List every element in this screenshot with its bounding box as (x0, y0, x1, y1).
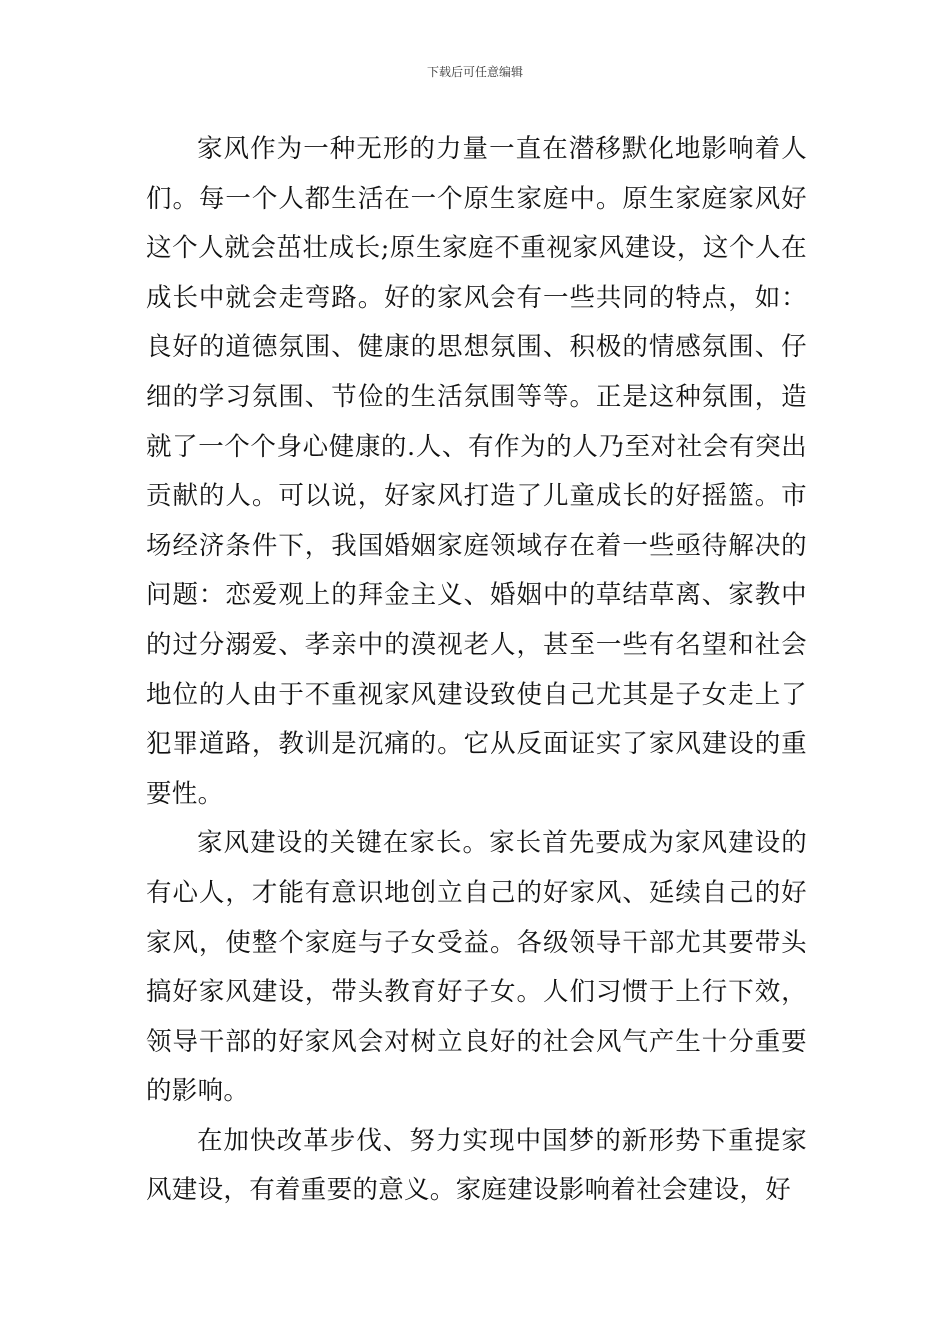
paragraph-3: 在加快改革步伐、努力实现中国梦的新形势下重提家风建设，有着重要的意义。家庭建设影响着社会建设，好 (146, 1125, 807, 1206)
paragraph-1: 家风作为一种无形的力量一直在潜移默化地影响着人们。每一个人都生活在一个原生家庭中。原生家庭家风好这个人就会茁壮成长;原生家庭不重视家风建设，这个人在成长中就会走弯路。好的家风会有一些共同的特点，如：良好的道德氛围、健康的思想氛围、积极的情感氛围、仔细的学习氛围、节俭的生活氛围等等。正是这种氛围，造就了一个个身心健康的.人、有作为的人乃至对社会有突出贡献的人。可以说，好家风打造了儿童成长的好摇篮。市场经济条件下，我国婚姻家庭领域存在着一些亟待解决的问题：恋爱观上的拜金主义、婚姻中的草结草离、家教中的过分溺爱、孝亲中的漠视老人，甚至一些有名望和社会地位的人由于不重视家风建设致使自己尤其是子女走上了犯罪道路，教训是沉痛的。它从反面证实了家风建设的重要性。 (146, 134, 807, 809)
paragraph-2: 家风建设的关键在家长。家长首先要成为家风建设的有心人，才能有意识地创立自己的好家风、延续自己的好家风，使整个家庭与子女受益。各级领导干部尤其要带头搞好家风建设，带头教育好子女。人们习惯于上行下效，领导干部的好家风会对树立良好的社会风气产生十分重要的影响。 (146, 828, 807, 1107)
document-body (146, 125, 807, 1216)
page-header: 下载后可任意编辑 (426, 65, 523, 79)
